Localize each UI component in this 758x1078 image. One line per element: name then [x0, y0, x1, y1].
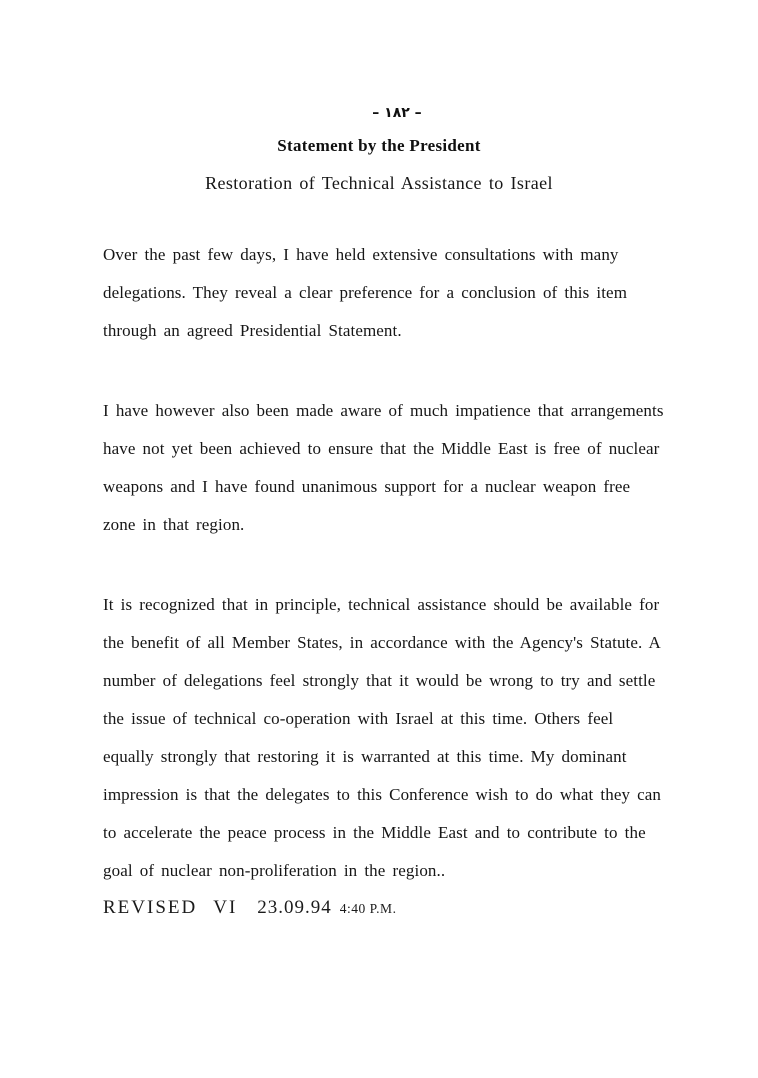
revision-version: VI — [213, 897, 238, 918]
text-line: the benefit of all Member States, in accordance with the Agency's Statute. A — [103, 633, 661, 652]
revision-label: REVISED — [103, 897, 198, 918]
text-line: through an agreed Presidential Statement. — [103, 321, 402, 340]
document-body — [103, 236, 669, 890]
revision-date: 23.09.94 — [257, 897, 332, 918]
text-line: delegations. They reveal a clear preference for a conclusion of this item — [103, 283, 628, 302]
text-line: number of delegations feel strongly that it would be wrong to try and settle — [103, 671, 656, 690]
text-line: to accelerate the peace process in the Middle East and to contribute to the — [103, 823, 646, 842]
text-line: equally strongly that restoring it is warranted at this time. My dominant — [103, 747, 627, 766]
text-line: the issue of technical co-operation with Israel at this time. Others feel — [103, 709, 614, 728]
text-line: impression is that the delegates to this Conference wish to do what they can — [103, 785, 662, 804]
paragraph-technical-assistance — [103, 586, 669, 890]
text-line: It is recognized that in principle, technical assistance should be available for — [103, 595, 660, 614]
text-line: I have however also been made aware of much impatience that arrangements — [103, 401, 664, 420]
text-line: zone in that region. — [103, 515, 245, 534]
paragraph-consultations — [103, 236, 669, 350]
page-number: – ١٨٢ – — [372, 105, 422, 121]
paragraph-nuclear-free-zone — [103, 392, 669, 544]
document-title: Statement by the President — [277, 136, 481, 155]
revision-line — [103, 897, 758, 919]
text-line: weapons and I have found unanimous support for a nuclear weapon free — [103, 477, 631, 496]
text-line: goal of nuclear non-proliferation in the region.. — [103, 861, 446, 880]
revision-time: 4:40 P.M. — [339, 901, 397, 916]
text-line: Over the past few days, I have held extensive consultations with many — [103, 245, 619, 264]
document-subtitle: Restoration of Technical Assistance to Israel — [205, 173, 553, 193]
text-line: have not yet been achieved to ensure that the Middle East is free of nuclear — [103, 439, 660, 458]
